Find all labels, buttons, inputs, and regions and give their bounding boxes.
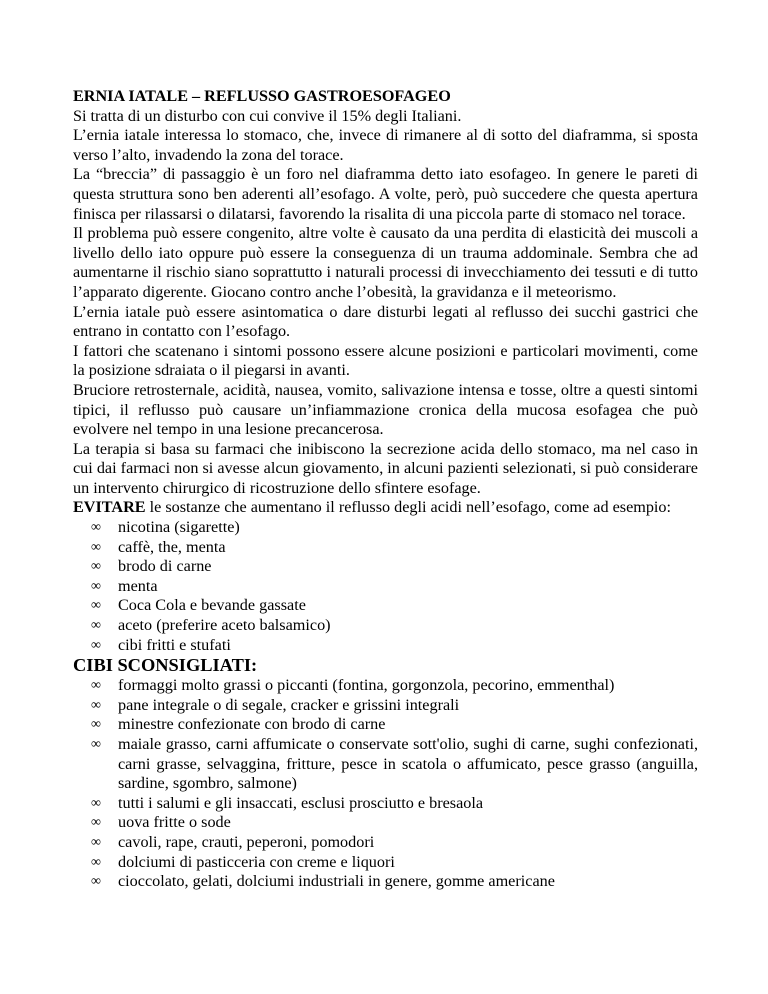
list-item: ∞ tutti i salumi e gli insaccati, esclusi prosciutto e bresaola [91,793,484,812]
infinity-bullet-icon: ∞ [91,737,101,752]
paragraph-symptoms-intro: L’ernia iatale può essere asintomatica o dare disturbi legati al reflusso dei succhi gastrici che entrano in contatto con l’esofago. [73,302,698,341]
list-item: ∞ pane integrale o di segale, cracker e grissini integrali [91,695,460,714]
infinity-bullet-icon: ∞ [91,637,101,653]
infinity-bullet-icon: ∞ [91,697,101,713]
infinity-bullet-icon: ∞ [91,559,101,575]
list-item: ∞ minestre confezionate con brodo di carne [91,715,386,734]
list-item: ∞ cibi fritti e stufati [91,635,231,654]
list-item: ∞ brodo di carne [91,557,212,576]
list-item: ∞ menta [91,576,158,595]
paragraph-symptoms: Bruciore retrosternale, acidità, nausea, vomito, salivazione intensa e tosse, oltre a questi sintomi tipici, il reflusso può causare un’infiammazione cronica della mucosa esofagea che può evolvere nel tempo in una lesione precancerosa. [73,380,698,439]
evitare-paragraph [73,498,698,518]
infinity-bullet-icon: ∞ [91,874,101,890]
paragraph-intro: Si tratta di un disturbo con cui convive il 15% degli Italiani. [73,106,462,125]
list-item: ∞ nicotina (sigarette) [91,518,240,537]
infinity-bullet-icon: ∞ [91,795,101,811]
list-item: ∞ Coca Cola e bevande gassate [91,596,306,615]
list-item: ∞ formaggi molto grassi o piccanti (fontina, gorgonzola, pecorino, emmenthal) [91,676,615,695]
infinity-bullet-icon: ∞ [91,678,101,694]
infinity-bullet-icon: ∞ [91,717,101,733]
list-item: ∞ dolciumi di pasticceria con creme e liquori [91,852,395,871]
infinity-bullet-icon: ∞ [91,539,101,555]
evitare-list [73,518,698,655]
infinity-bullet-icon: ∞ [91,618,101,634]
infinity-bullet-icon: ∞ [91,520,101,536]
document-page [73,87,698,892]
paragraph-breccia: La “breccia” di passaggio è un foro nel diaframma detto iato esofageo. In genere le pareti di questa struttura sono ben aderenti all’esofago. A volte, però, può succedere che questa apertura finisca per rilassarsi o dilatarsi, favorendo la risalita di una piccola parte di stomaco nel torace. [73,165,698,223]
list-item: ∞ aceto (preferire aceto balsamico) [91,616,331,635]
infinity-bullet-icon: ∞ [91,815,101,831]
list-item: ∞ caffè, the, menta [91,537,226,556]
evitare-text: le sostanze che aumentano il reflusso degli acidi nell’esofago, come ad esempio: [145,498,672,517]
paragraph-triggers: I fattori che scatenano i sintomi possono essere alcune posizioni e particolari movimenti, come la posizione sdraiata o il piegarsi in avanti. [73,341,698,380]
document-title: ERNIA IATALE – REFLUSSO GASTROESOFAGEO [73,87,451,105]
infinity-bullet-icon: ∞ [91,578,101,594]
infinity-bullet-icon: ∞ [91,834,101,850]
cibi-list [73,676,698,892]
list-item: ∞ cavoli, rape, crauti, peperoni, pomodori [91,832,375,851]
infinity-bullet-icon: ∞ [91,854,101,870]
list-item: ∞ uova fritte o sode [91,813,231,832]
list-item: ∞ maiale grasso, carni affumicate o conservate sott'olio, sughi di carne, sughi confezionati, carni grasse, selvaggina, fritture, pesce in scatola o affumicato, pesce grasso (anguilla, sardine, sgombro, salmone) [91,735,698,793]
paragraph-causes: Il problema può essere congenito, altre volte è causato da una perdita di elasticità dei muscoli a livello dello iato oppure può essere la conseguenza di un trauma addominale. Sembra che ad aumentarne il rischio siano soprattutto i naturali processi di invecchiamento dei tessuti e di tutto l’apparato digerente. Giocano contro anche l’obesità, la gravidanza e il meteorismo. [73,224,698,301]
paragraph-definition: L’ernia iatale interessa lo stomaco, che, invece di rimanere al di sotto del diaframma, si sposta verso l’alto, invadendo la zona del torace. [73,126,698,164]
list-item: ∞ cioccolato, gelati, dolciumi industriali in genere, gomme americane [91,872,555,891]
paragraph-therapy: La terapia si basa su farmaci che inibiscono la secrezione acida dello stomaco, ma nel caso in cui dai farmaci non si avesse alcun giovamento, in alcuni pazienti selezionati, si può considerare un intervento chirurgico di ricostruzione dello sfintere esofage. [73,439,698,497]
infinity-bullet-icon: ∞ [91,598,101,614]
cibi-sconsigliati-heading: CIBI SCONSIGLIATI: [73,655,258,676]
evitare-label: EVITARE [73,498,146,517]
